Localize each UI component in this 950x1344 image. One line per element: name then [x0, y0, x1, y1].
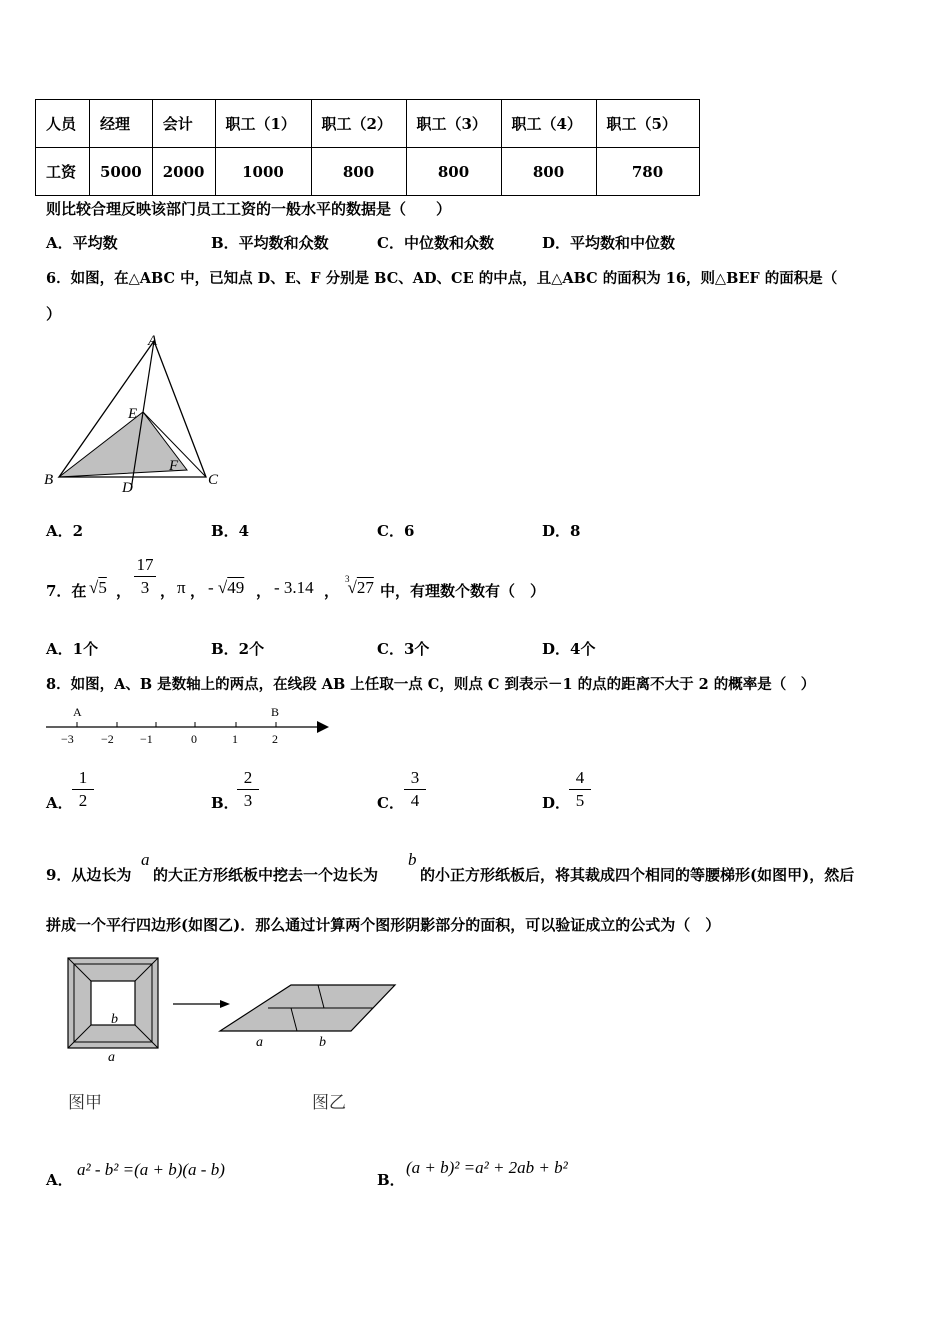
- q9-option-a-label: A．: [46, 1171, 73, 1189]
- q7-neg-sqrt49: - √49: [208, 578, 245, 597]
- table-cell: 职工（4）: [501, 100, 596, 148]
- q7-suffix: 中，有理数个数有（ ）: [380, 582, 546, 600]
- frac-den: 3: [243, 791, 253, 810]
- cbrt27-radicand: 27: [356, 578, 374, 597]
- q9-line2: 拼成一个平行四边形(如图乙)．那么通过计算两个图形阴影部分的面积，可以验证成立的公式为（ ）: [46, 916, 721, 934]
- label-a: a: [108, 1050, 115, 1065]
- label-d: D: [122, 480, 133, 496]
- table-cell: 800: [311, 148, 406, 196]
- q9-line1-b: 的大正方形纸板中挖去一个边长为: [153, 866, 379, 884]
- frac-num: 17: [136, 555, 154, 574]
- label-c: C: [208, 472, 219, 488]
- number-line-figure: [40, 700, 340, 750]
- q8-option-a-label: A．: [46, 794, 73, 812]
- arrowhead-icon: [220, 1000, 230, 1008]
- q9-var-a: a: [141, 850, 150, 869]
- q9-line1-c: 的小正方形纸板后，将其裁成四个相同的等腰梯形(如图甲)，然后: [420, 866, 855, 884]
- q6-option-c: C．6: [377, 522, 415, 540]
- q9-option-b-formula: (a + b)² =a² + 2ab + b²: [406, 1158, 568, 1177]
- tick-label: 0: [191, 732, 197, 746]
- q8-stem: 8．如图，A、B 是数轴上的两点，在线段 AB 上任取一点 C，则点 C 到表示－1 的点的距离不大于 2 的概率是（ ）: [46, 676, 816, 693]
- q9-line1-a: 9．从边长为: [46, 866, 132, 884]
- point-label-a: A: [73, 705, 82, 719]
- shaded-triangle-bef: [59, 412, 187, 477]
- q8-option-d-fraction: [569, 768, 591, 811]
- q7-decimal: - 3.14: [274, 578, 314, 597]
- q5-option-d: D．平均数和中位数: [542, 234, 676, 252]
- label-b: B: [44, 472, 54, 488]
- frac-num: 4: [575, 768, 585, 787]
- table-cell: 职工（2）: [311, 100, 406, 148]
- q7-option-d: D．4个: [542, 640, 596, 658]
- table-cell: 2000: [152, 148, 215, 196]
- frac-num: 3: [410, 768, 420, 787]
- q7-cbrt27: $^3$√27: [345, 574, 374, 597]
- q6-option-a: A．2: [46, 522, 84, 540]
- q7-option-c: C．3个: [377, 640, 430, 658]
- comma: ，: [256, 582, 272, 600]
- table-cell: 会计: [152, 100, 215, 148]
- label-a: a: [256, 1035, 263, 1050]
- table-cell: 职工（5）: [596, 100, 699, 148]
- q6-stem: 6．如图，在△ABC 中，已知点 D、E、F 分别是 BC、AD、CE 的中点，且△ABC 的面积为 16，则△BEF 的面积是（: [46, 270, 838, 287]
- frac-den: 5: [575, 791, 585, 810]
- q7-option-b: B．2个: [211, 640, 265, 658]
- tick-label: −3: [61, 732, 74, 746]
- axis-arrow-icon: [317, 721, 329, 733]
- table-cell: 800: [406, 148, 501, 196]
- q5-option-c: C．中位数和众数: [377, 234, 494, 252]
- table-cell: 职工（1）: [215, 100, 311, 148]
- q8-option-c-fraction: [404, 768, 426, 811]
- frac-den: 4: [410, 791, 420, 810]
- q8-option-a-fraction: [72, 768, 94, 811]
- label-b: b: [111, 1012, 118, 1027]
- table-cell: 5000: [90, 148, 153, 196]
- tick-label: 1: [232, 732, 238, 746]
- tick-label: 2: [272, 732, 278, 746]
- square-figures: [60, 950, 410, 1120]
- wage-table: [35, 99, 700, 196]
- q5-stem: 则比较合理反映该部门员工工资的一般水平的数据是（ ）: [46, 200, 452, 218]
- q9-var-b: b: [408, 850, 417, 869]
- q8-option-b-fraction: [237, 768, 259, 811]
- table-cell: 780: [596, 148, 699, 196]
- frac-num: 2: [243, 768, 253, 787]
- q8-option-d-label: D．: [542, 794, 571, 812]
- table-cell: 800: [501, 148, 596, 196]
- table-cell: 人员: [36, 100, 90, 148]
- frac-den: 2: [78, 791, 88, 810]
- q5-option-b: B．平均数和众数: [211, 234, 329, 252]
- tick-label: −2: [101, 732, 114, 746]
- q7-option-a: A．1个: [46, 640, 99, 658]
- caption-fig2: 图乙: [312, 1093, 346, 1113]
- cbrt-index: 3: [345, 574, 350, 585]
- q9-option-a-formula: a² - b² =(a + b)(a - b): [77, 1160, 225, 1179]
- comma: ，: [116, 582, 132, 600]
- comma: ，: [324, 582, 340, 600]
- table-cell: 经理: [90, 100, 153, 148]
- q8-option-b-label: B．: [211, 794, 239, 812]
- q6-stem-end: ）: [46, 305, 62, 323]
- table-cell: 1000: [215, 148, 311, 196]
- label-b: b: [319, 1035, 326, 1050]
- comma: ，: [190, 582, 206, 600]
- label-a: A: [148, 333, 158, 349]
- q5-option-a: A．平均数: [46, 234, 118, 252]
- point-label-b: B: [271, 705, 280, 719]
- q7-fraction: [134, 555, 156, 598]
- table-cell: 职工（3）: [406, 100, 501, 148]
- frac-den: 3: [140, 578, 150, 597]
- q8-option-c-label: C．: [377, 794, 404, 812]
- table-row: [36, 148, 700, 196]
- triangle-figure: [40, 330, 230, 500]
- frac-num: 1: [78, 768, 88, 787]
- q7-prefix: 7．在: [46, 582, 87, 600]
- q6-option-b: B．4: [211, 522, 250, 540]
- comma: ，: [160, 582, 176, 600]
- table-cell: 工资: [36, 148, 90, 196]
- caption-fig1: 图甲: [68, 1093, 102, 1113]
- q9-option-b-label: B．: [377, 1171, 405, 1189]
- sqrt49-radicand: 49: [227, 578, 245, 597]
- q6-option-d: D．8: [542, 522, 581, 540]
- sqrt5-radicand: 5: [98, 578, 107, 597]
- table-row: [36, 100, 700, 148]
- tick-label: −1: [140, 732, 153, 746]
- label-e: E: [128, 406, 138, 422]
- q7-sqrt5: √5: [89, 578, 107, 597]
- q7-pi: π: [177, 578, 186, 597]
- label-f: F: [169, 458, 179, 474]
